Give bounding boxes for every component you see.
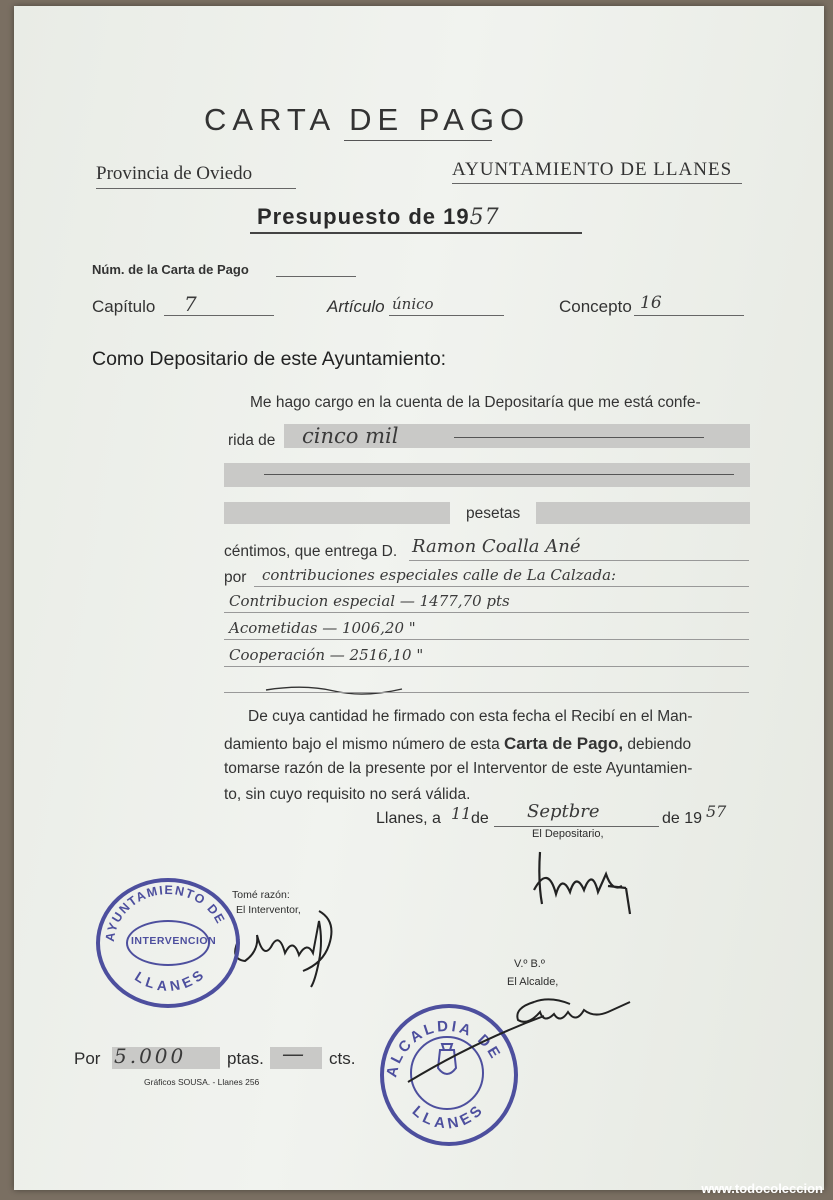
concepto-value: 16	[640, 293, 662, 313]
cts-handwritten: —	[282, 1042, 304, 1067]
para-line-2-end: debiendo	[623, 736, 692, 753]
closing-flourish	[264, 682, 404, 698]
de-label: de	[471, 810, 489, 827]
concept-line-1: contribuciones especiales calle de La Calzada:	[262, 566, 617, 584]
month-handwritten: Septbre	[527, 801, 600, 822]
province-rule	[96, 188, 296, 189]
para-line-1: De cuya cantidad he firmado con esta fecha el Recibí en el Man-	[248, 708, 693, 725]
concept-line-4: Cooperación — 2516,10 "	[229, 646, 424, 664]
title-underline	[344, 140, 492, 141]
concept-rule-2	[224, 612, 749, 613]
watermark: www.todocoleccion	[701, 1181, 823, 1196]
amount-field-2	[224, 463, 750, 487]
vb-label: V.º B.º	[514, 958, 545, 970]
svg-text:LLANES: LLANES	[408, 1099, 489, 1133]
intervencion-stamp-center: INTERVENCION	[131, 935, 217, 947]
concepto-label: Concepto	[559, 297, 632, 316]
cargo-text: Me hago cargo en la cuenta de la Depositaría que me está confe-	[250, 394, 701, 411]
document-title: CARTA DE PAGO	[204, 102, 531, 137]
pesetas-label: pesetas	[466, 505, 521, 522]
num-carta-line	[276, 276, 356, 277]
concept-rule-3	[224, 639, 749, 640]
articulo-value: único	[392, 295, 434, 313]
budget-heading	[257, 204, 500, 230]
ptas-label: ptas.	[227, 1049, 264, 1068]
capitulo-value: 7	[184, 292, 197, 316]
interventor-label: El Interventor,	[236, 904, 301, 916]
para-line-3: tomarse razón de la presente por el Interventor de este Ayuntamien-	[224, 760, 693, 777]
document-paper	[14, 6, 824, 1190]
amount-words-handwritten: cinco mil	[302, 424, 399, 448]
alcalde-label: El Alcalde,	[507, 976, 559, 988]
printer-credit: Gráficos SOUSA. - Llanes 256	[144, 1077, 260, 1087]
year-handwritten: 57	[706, 802, 727, 821]
depositario-signature	[526, 842, 636, 918]
amount-field-3	[224, 502, 450, 524]
capitulo-label: Capítulo	[92, 297, 156, 316]
year-label: de 19	[662, 810, 703, 827]
svg-text:AYUNTAMIENTO DE: AYUNTAMIENTO DE	[102, 883, 228, 943]
amount-dash-1	[454, 437, 704, 438]
por-line	[254, 586, 749, 587]
municipality-rule	[452, 183, 742, 184]
capitulo-line	[164, 315, 274, 316]
concepto-line	[634, 315, 744, 316]
depositario-sig-label: El Depositario,	[532, 828, 604, 840]
alcalde-signature	[394, 982, 656, 1092]
tome-razon-label: Tomé razón:	[232, 889, 290, 901]
concept-line-2: Contribucion especial — 1477,70 pts	[229, 592, 510, 610]
concept-rule-4	[224, 666, 749, 667]
svg-text:LLANES: LLANES	[132, 964, 210, 994]
payer-name-handwritten: Ramon Coalla Ané	[412, 536, 581, 557]
para-line-2	[224, 734, 691, 754]
province-label: Provincia de Oviedo	[96, 163, 253, 184]
month-line	[494, 826, 659, 827]
centimos-field	[536, 502, 750, 524]
payer-line	[409, 560, 749, 561]
svg-text:ALCALDIA DE: ALCALDIA DE	[383, 1017, 505, 1079]
day-handwritten: 11	[451, 804, 472, 823]
total-ptas-handwritten: 5.000	[114, 1044, 187, 1068]
budget-rule	[250, 232, 582, 234]
rida-label: rida de	[228, 432, 276, 449]
por-total-label: Por	[74, 1049, 101, 1068]
budget-year-handwritten: 57	[469, 205, 500, 230]
concept-rule-5	[224, 692, 749, 693]
concept-line-3: Acometidas — 1006,20 "	[229, 619, 416, 637]
amount-dash-2	[264, 474, 734, 475]
depositario-heading: Como Depositario de este Ayuntamiento:	[92, 348, 447, 370]
para-line-2-text: damiento bajo el mismo número de esta	[224, 736, 505, 753]
articulo-label: Artículo	[327, 297, 385, 316]
place-label: Llanes, a	[376, 810, 441, 827]
budget-label: Presupuesto de 19	[257, 204, 470, 229]
num-carta-label: Núm. de la Carta de Pago	[92, 262, 249, 277]
articulo-line	[389, 315, 504, 316]
centimos-label: céntimos, que entrega D.	[224, 543, 398, 560]
para-line-2-bold: Carta de Pago,	[504, 734, 624, 753]
municipality-label: AYUNTAMIENTO DE LLANES	[452, 159, 733, 180]
cts-label: cts.	[329, 1049, 356, 1068]
por-label: por	[224, 569, 247, 586]
para-line-4: to, sin cuyo requisito no será válida.	[224, 786, 471, 803]
